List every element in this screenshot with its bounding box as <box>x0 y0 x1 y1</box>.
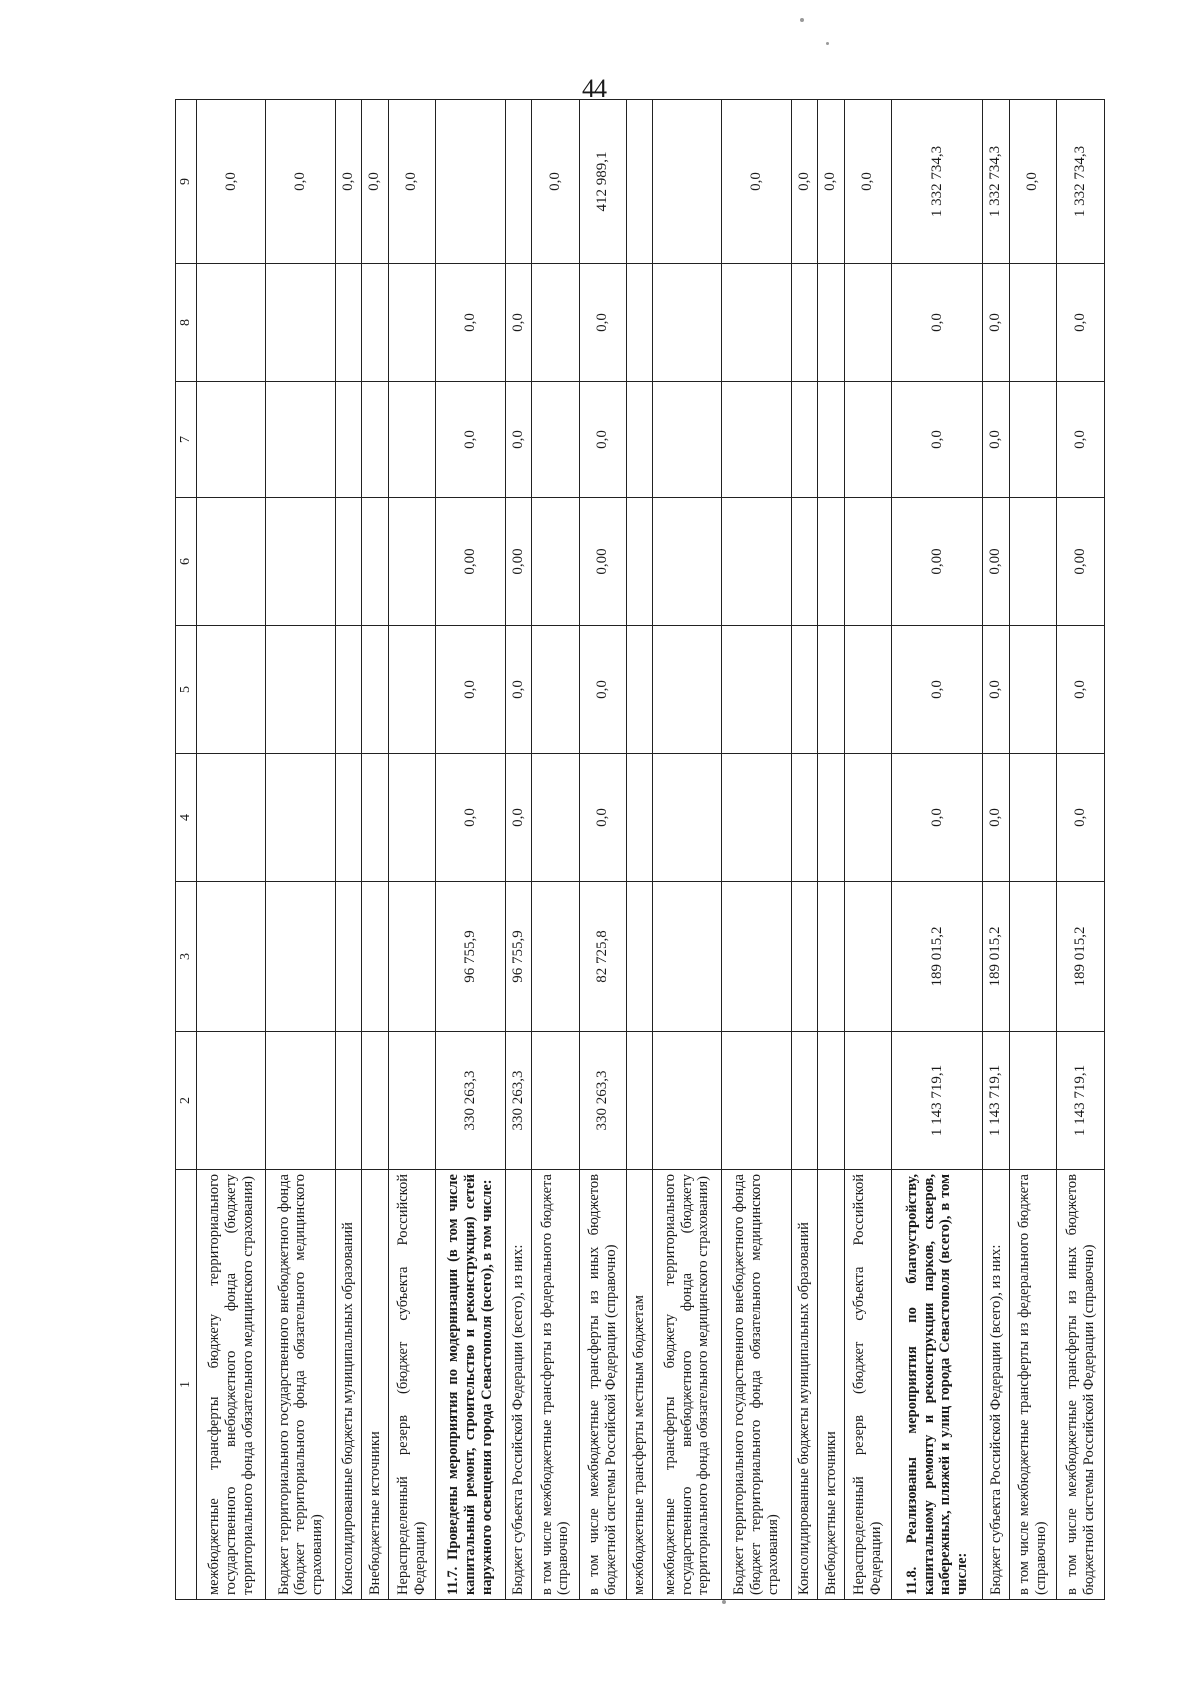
cell-col-8: 0,0 <box>983 264 1009 382</box>
cell-col-2 <box>652 1032 721 1170</box>
cell-col-6 <box>818 498 844 626</box>
cell-col-4 <box>197 754 266 882</box>
row-label: Консолидированные бюджеты муниципальных образований <box>335 1170 361 1600</box>
cell-col-4 <box>818 754 844 882</box>
cell-col-7 <box>1009 382 1057 498</box>
column-header-7: 7 <box>176 382 197 498</box>
cell-col-5: 0,0 <box>983 626 1009 754</box>
cell-col-5 <box>627 626 653 754</box>
row-label: в том числе межбюджетные трансферты из федерального бюджета (справочно) <box>1009 1170 1057 1600</box>
cell-col-7: 0,0 <box>436 382 505 498</box>
cell-col-4: 0,0 <box>505 754 531 882</box>
table-row <box>335 100 361 1600</box>
cell-col-6 <box>652 498 721 626</box>
column-header-5: 5 <box>176 626 197 754</box>
cell-col-3 <box>266 882 335 1032</box>
table-body <box>197 100 1105 1600</box>
cell-col-5: 0,0 <box>1057 626 1105 754</box>
cell-col-3: 189 015,2 <box>983 882 1009 1032</box>
rotated-table-wrapper <box>175 100 1105 1600</box>
cell-col-9: 1 332 734,3 <box>892 100 983 264</box>
cell-col-9: 0,0 <box>791 100 817 264</box>
cell-col-6 <box>388 498 436 626</box>
cell-col-7 <box>266 382 335 498</box>
cell-col-3 <box>362 882 388 1032</box>
cell-col-2: 330 263,3 <box>436 1032 505 1170</box>
row-label: Нераспределенный резерв (бюджет субъекта Российской Федерации) <box>844 1170 892 1600</box>
cell-col-3: 189 015,2 <box>892 882 983 1032</box>
row-label: в том числе межбюджетные трансферты из федерального бюджета (справочно) <box>532 1170 580 1600</box>
cell-col-7 <box>197 382 266 498</box>
column-header-1: 1 <box>176 1170 197 1600</box>
cell-col-4: 0,0 <box>1057 754 1105 882</box>
row-label: Бюджет субъекта Российской Федерации (всего), из них: <box>505 1170 531 1600</box>
table-row <box>844 100 892 1600</box>
cell-col-2 <box>532 1032 580 1170</box>
cell-col-9: 0,0 <box>818 100 844 264</box>
column-header-2: 2 <box>176 1032 197 1170</box>
cell-col-8 <box>791 264 817 382</box>
cell-col-5 <box>266 626 335 754</box>
table-row <box>266 100 335 1600</box>
cell-col-8 <box>335 264 361 382</box>
cell-col-3: 189 015,2 <box>1057 882 1105 1032</box>
cell-col-4 <box>388 754 436 882</box>
column-header-9: 9 <box>176 100 197 264</box>
cell-col-7: 0,0 <box>983 382 1009 498</box>
cell-col-9 <box>505 100 531 264</box>
cell-col-5 <box>362 626 388 754</box>
cell-col-7 <box>844 382 892 498</box>
table-row <box>505 100 531 1600</box>
cell-col-5 <box>197 626 266 754</box>
column-header-8: 8 <box>176 264 197 382</box>
cell-col-7 <box>362 382 388 498</box>
cell-col-3 <box>197 882 266 1032</box>
cell-col-9 <box>652 100 721 264</box>
row-label: Бюджет территориального государственного внебюджетного фонда (бюджет территориального фонда обязательного медицинского страхования) <box>722 1170 791 1600</box>
cell-col-4: 0,0 <box>579 754 627 882</box>
cell-col-8 <box>722 264 791 382</box>
cell-col-7 <box>791 382 817 498</box>
cell-col-3 <box>791 882 817 1032</box>
cell-col-8 <box>266 264 335 382</box>
cell-col-5 <box>388 626 436 754</box>
cell-col-3 <box>844 882 892 1032</box>
cell-col-5: 0,0 <box>892 626 983 754</box>
cell-col-3: 96 755,9 <box>436 882 505 1032</box>
table-row <box>1057 100 1105 1600</box>
cell-col-6: 0,00 <box>579 498 627 626</box>
row-label: Нераспределенный резерв (бюджет субъекта Российской Федерации) <box>388 1170 436 1600</box>
cell-col-6 <box>362 498 388 626</box>
table-row <box>436 100 505 1600</box>
cell-col-3 <box>532 882 580 1032</box>
budget-table <box>175 99 1105 1600</box>
table-row <box>579 100 627 1600</box>
cell-col-7 <box>335 382 361 498</box>
row-label: в том числе межбюджетные трансферты из иных бюджетов бюджетной системы Российской Федерации (справочно) <box>579 1170 627 1600</box>
table-row <box>983 100 1009 1600</box>
cell-col-6 <box>532 498 580 626</box>
cell-col-6 <box>197 498 266 626</box>
cell-col-9: 0,0 <box>335 100 361 264</box>
cell-col-7: 0,0 <box>892 382 983 498</box>
cell-col-2 <box>335 1032 361 1170</box>
cell-col-4 <box>722 754 791 882</box>
cell-col-2 <box>844 1032 892 1170</box>
cell-col-4 <box>1009 754 1057 882</box>
column-header-6: 6 <box>176 498 197 626</box>
cell-col-4 <box>844 754 892 882</box>
cell-col-8 <box>627 264 653 382</box>
cell-col-5: 0,0 <box>579 626 627 754</box>
cell-col-8: 0,0 <box>1057 264 1105 382</box>
cell-col-4 <box>627 754 653 882</box>
cell-col-5 <box>722 626 791 754</box>
cell-col-3: 96 755,9 <box>505 882 531 1032</box>
cell-col-5 <box>818 626 844 754</box>
cell-col-8 <box>652 264 721 382</box>
scan-speck <box>722 1600 726 1604</box>
cell-col-4: 0,0 <box>983 754 1009 882</box>
column-header-3: 3 <box>176 882 197 1032</box>
cell-col-8 <box>1009 264 1057 382</box>
cell-col-6: 0,00 <box>1057 498 1105 626</box>
cell-col-7 <box>722 382 791 498</box>
cell-col-6 <box>627 498 653 626</box>
cell-col-7 <box>532 382 580 498</box>
cell-col-7 <box>388 382 436 498</box>
page-number: 44 <box>582 74 606 103</box>
cell-col-9: 0,0 <box>388 100 436 264</box>
cell-col-9: 1 332 734,3 <box>983 100 1009 264</box>
cell-col-9: 0,0 <box>844 100 892 264</box>
row-label: межбюджетные трансферты местным бюджетам <box>627 1170 653 1600</box>
table-row <box>1009 100 1057 1600</box>
cell-col-6 <box>266 498 335 626</box>
table-row <box>197 100 266 1600</box>
cell-col-5 <box>844 626 892 754</box>
cell-col-8 <box>388 264 436 382</box>
row-label: в том числе межбюджетные трансферты из иных бюджетов бюджетной системы Российской Федерации (справочно) <box>1057 1170 1105 1600</box>
row-label: Бюджет субъекта Российской Федерации (всего), из них: <box>983 1170 1009 1600</box>
cell-col-7 <box>652 382 721 498</box>
cell-col-9 <box>627 100 653 264</box>
table-row <box>818 100 844 1600</box>
row-label: Внебюджетные источники <box>362 1170 388 1600</box>
cell-col-2: 330 263,3 <box>505 1032 531 1170</box>
scan-speck <box>826 42 829 45</box>
table-row <box>532 100 580 1600</box>
cell-col-9: 0,0 <box>1009 100 1057 264</box>
cell-col-8 <box>532 264 580 382</box>
cell-col-2 <box>1009 1032 1057 1170</box>
cell-col-7 <box>627 382 653 498</box>
table-row <box>791 100 817 1600</box>
cell-col-2: 1 143 719,1 <box>983 1032 1009 1170</box>
cell-col-9: 0,0 <box>532 100 580 264</box>
cell-col-7: 0,0 <box>1057 382 1105 498</box>
cell-col-6 <box>844 498 892 626</box>
cell-col-6 <box>791 498 817 626</box>
cell-col-5: 0,0 <box>505 626 531 754</box>
row-label: Внебюджетные источники <box>818 1170 844 1600</box>
table-header-row <box>176 100 197 1600</box>
cell-col-8: 0,0 <box>892 264 983 382</box>
cell-col-2 <box>266 1032 335 1170</box>
row-label: межбюджетные трансферты бюджету территориального государственного внебюджетного фонда (бюджету территориального фонда обязательного медицинского страхования) <box>197 1170 266 1600</box>
cell-col-2 <box>362 1032 388 1170</box>
cell-col-5: 0,0 <box>436 626 505 754</box>
row-label: Консолидированные бюджеты муниципальных образований <box>791 1170 817 1600</box>
cell-col-6: 0,00 <box>505 498 531 626</box>
cell-col-7: 0,0 <box>505 382 531 498</box>
cell-col-3: 82 725,8 <box>579 882 627 1032</box>
cell-col-6 <box>722 498 791 626</box>
cell-col-2 <box>791 1032 817 1170</box>
row-label: 11.7. Проведены мероприятия по модернизации (в том числе капитальный ремонт, строительство и реконструкция) сетей наружного освещения города Севастополя (всего), в том числе: <box>436 1170 505 1600</box>
cell-col-5 <box>335 626 361 754</box>
cell-col-4 <box>266 754 335 882</box>
cell-col-2 <box>627 1032 653 1170</box>
cell-col-3 <box>722 882 791 1032</box>
cell-col-4 <box>362 754 388 882</box>
cell-col-9: 1 332 734,3 <box>1057 100 1105 264</box>
cell-col-8 <box>362 264 388 382</box>
cell-col-5 <box>652 626 721 754</box>
table-row <box>722 100 791 1600</box>
cell-col-9: 0,0 <box>197 100 266 264</box>
cell-col-4 <box>652 754 721 882</box>
cell-col-6 <box>1009 498 1057 626</box>
cell-col-9: 0,0 <box>362 100 388 264</box>
cell-col-4 <box>532 754 580 882</box>
cell-col-9: 412 989,1 <box>579 100 627 264</box>
cell-col-4 <box>791 754 817 882</box>
cell-col-2 <box>388 1032 436 1170</box>
cell-col-8: 0,0 <box>579 264 627 382</box>
row-label: 11.8. Реализованы мероприятия по благоустройству, капитальному ремонту и реконструкции парков, скверов, набережных, пляжей и улиц города Севастополя (всего), в том числе: <box>892 1170 983 1600</box>
cell-col-2 <box>722 1032 791 1170</box>
cell-col-4 <box>335 754 361 882</box>
cell-col-6 <box>335 498 361 626</box>
cell-col-3 <box>388 882 436 1032</box>
cell-col-6: 0,00 <box>983 498 1009 626</box>
cell-col-7 <box>818 382 844 498</box>
table-row <box>892 100 983 1600</box>
cell-col-4: 0,0 <box>892 754 983 882</box>
cell-col-3 <box>627 882 653 1032</box>
cell-col-8: 0,0 <box>436 264 505 382</box>
cell-col-5 <box>1009 626 1057 754</box>
cell-col-9: 0,0 <box>266 100 335 264</box>
cell-col-3 <box>1009 882 1057 1032</box>
cell-col-8 <box>844 264 892 382</box>
cell-col-9 <box>436 100 505 264</box>
cell-col-8: 0,0 <box>505 264 531 382</box>
column-header-4: 4 <box>176 754 197 882</box>
cell-col-3 <box>652 882 721 1032</box>
cell-col-5 <box>791 626 817 754</box>
cell-col-8 <box>197 264 266 382</box>
cell-col-3 <box>818 882 844 1032</box>
cell-col-2: 330 263,3 <box>579 1032 627 1170</box>
table-row <box>362 100 388 1600</box>
table-row <box>652 100 721 1600</box>
cell-col-2: 1 143 719,1 <box>1057 1032 1105 1170</box>
cell-col-5 <box>532 626 580 754</box>
row-label: Бюджет территориального государственного внебюджетного фонда (бюджет территориального фонда обязательного медицинского страхования) <box>266 1170 335 1600</box>
cell-col-2: 1 143 719,1 <box>892 1032 983 1170</box>
cell-col-2 <box>818 1032 844 1170</box>
table-row <box>388 100 436 1600</box>
cell-col-2 <box>197 1032 266 1170</box>
cell-col-9: 0,0 <box>722 100 791 264</box>
cell-col-7: 0,0 <box>579 382 627 498</box>
cell-col-8 <box>818 264 844 382</box>
cell-col-3 <box>335 882 361 1032</box>
cell-col-4: 0,0 <box>436 754 505 882</box>
row-label: межбюджетные трансферты бюджету территориального государственного внебюджетного фонда (бюджету территориального фонда обязательного медицинского страхования) <box>652 1170 721 1600</box>
table-row <box>627 100 653 1600</box>
scan-speck <box>800 18 804 22</box>
cell-col-6: 0,00 <box>436 498 505 626</box>
cell-col-6: 0,00 <box>892 498 983 626</box>
